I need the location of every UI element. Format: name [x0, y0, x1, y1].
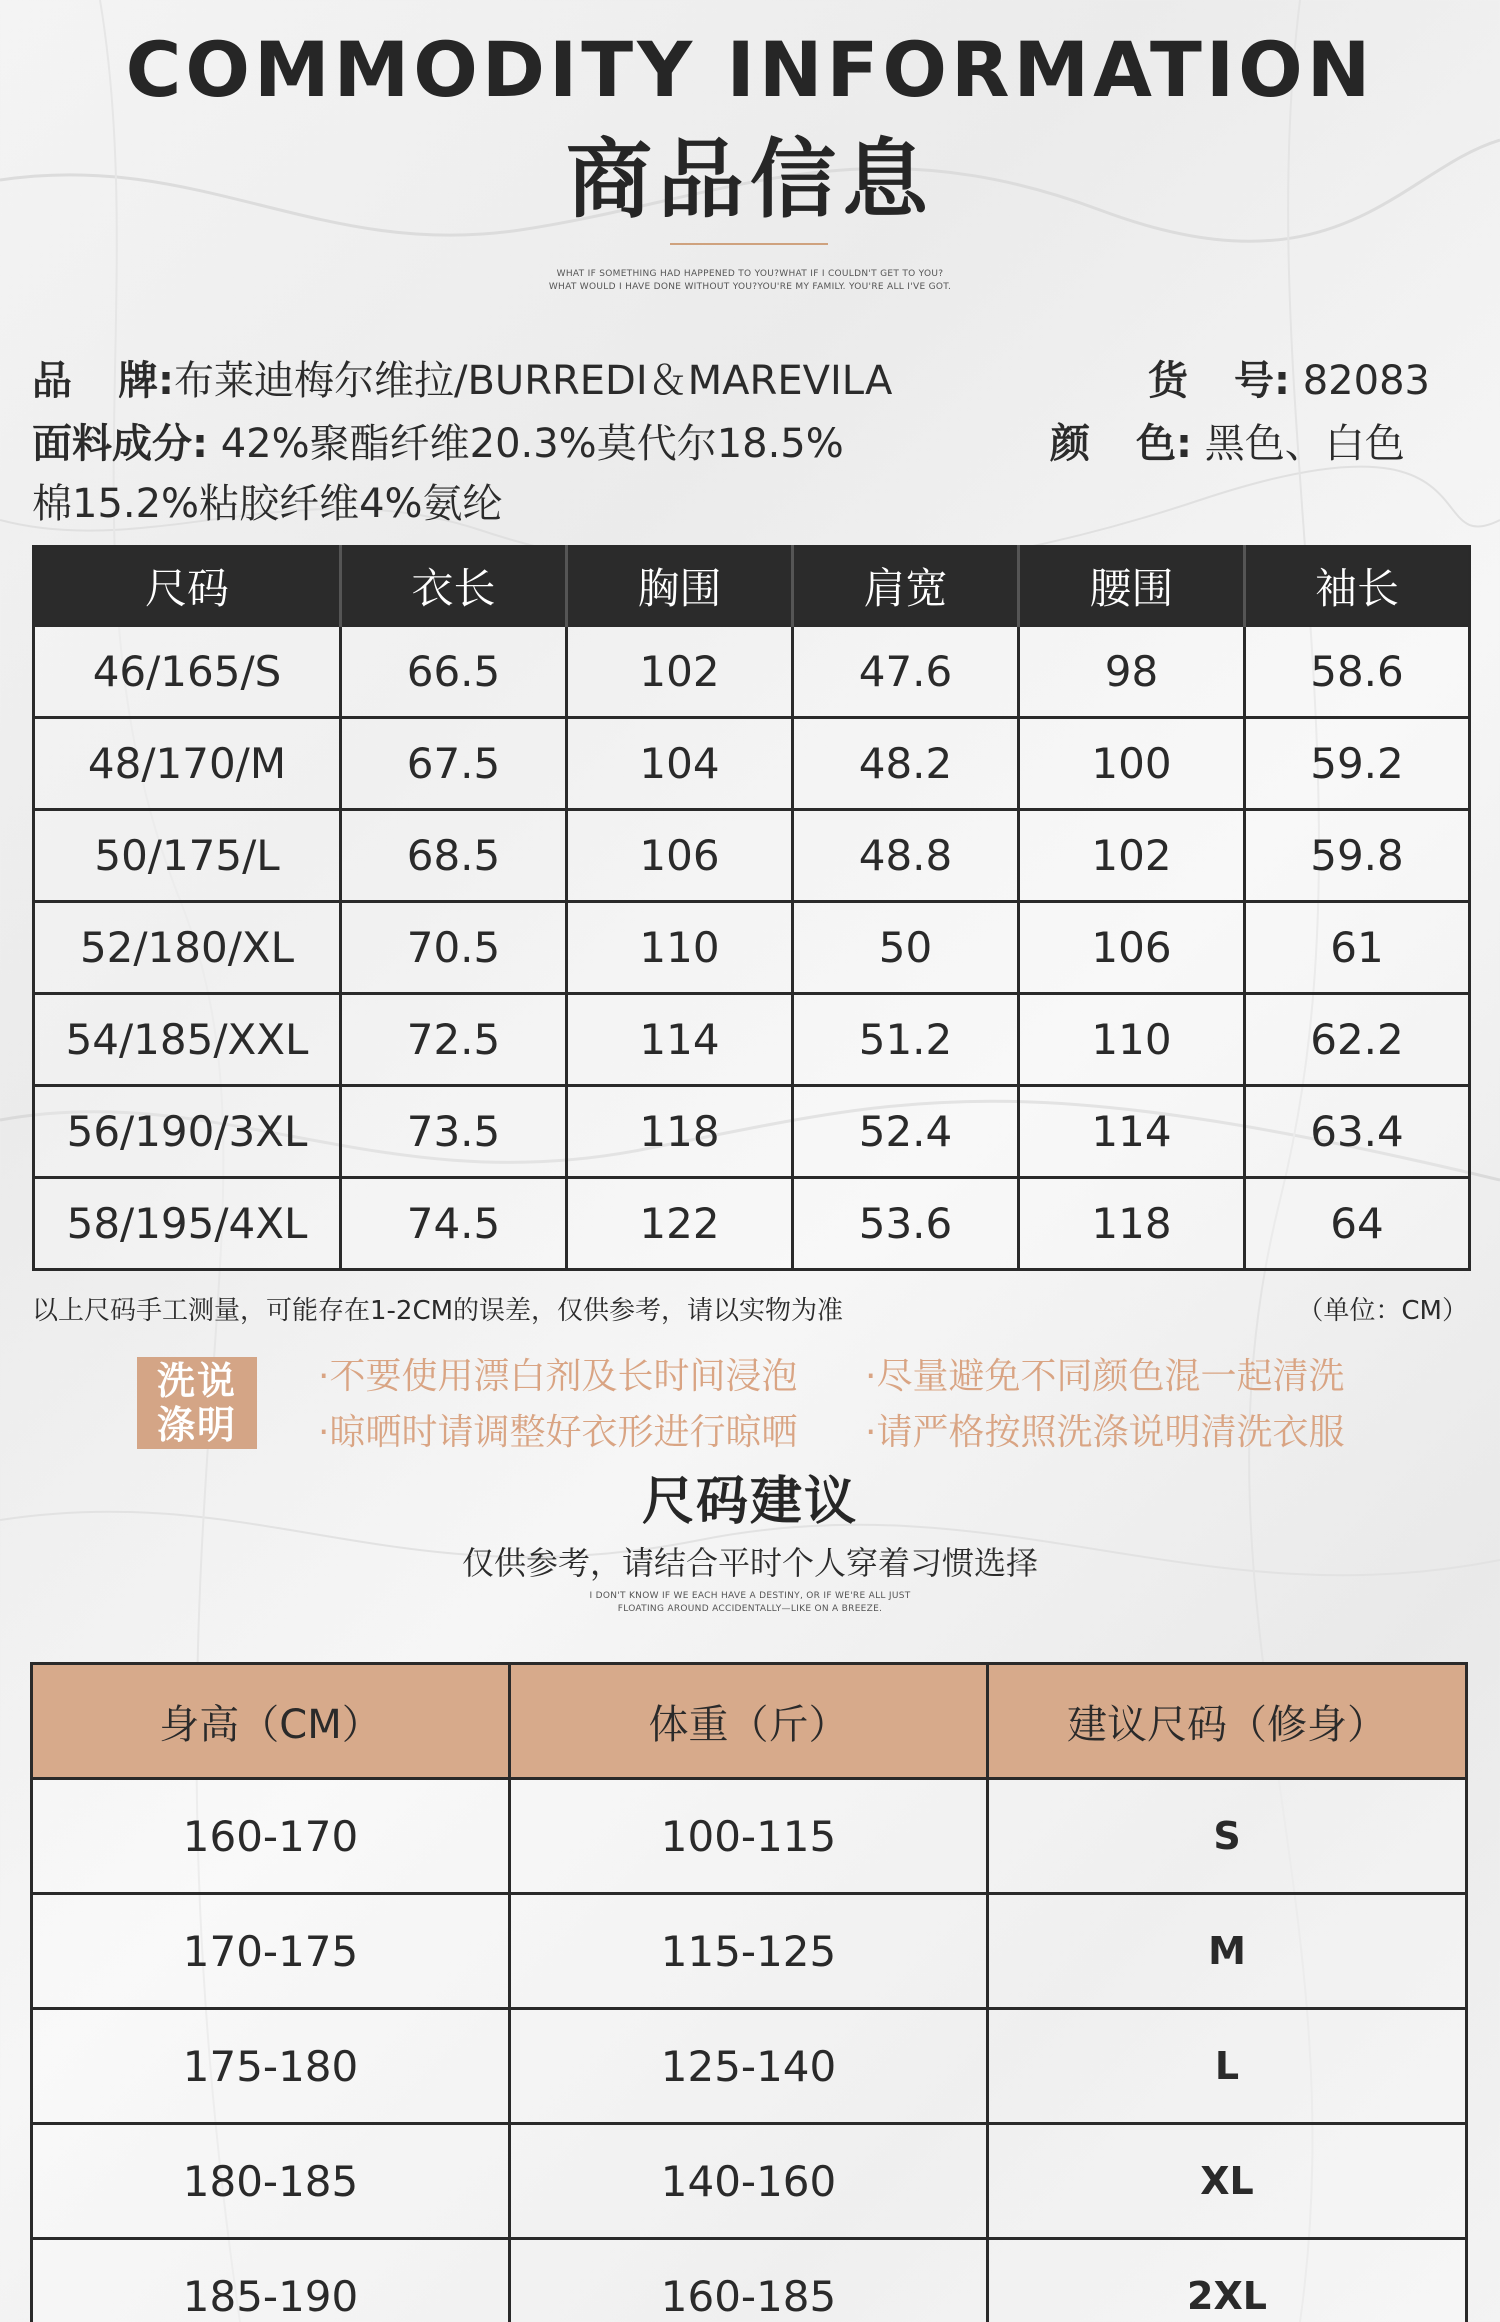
brand-row — [32, 352, 892, 410]
table-cell: 102 — [567, 626, 793, 718]
table-cell: 52.4 — [793, 1086, 1019, 1178]
table-cell: 118 — [1019, 1178, 1245, 1270]
height-cell: 185-190 — [32, 2239, 510, 2322]
size-recommendation-table — [30, 1662, 1468, 2322]
table-cell: 70.5 — [341, 902, 567, 994]
table-row — [34, 626, 1470, 718]
table-cell: 67.5 — [341, 718, 567, 810]
table-cell: 46/165/S — [34, 626, 341, 718]
table-cell: 59.8 — [1245, 810, 1470, 902]
size-header-cell: 胸围 — [567, 547, 793, 626]
table-cell: 110 — [1019, 994, 1245, 1086]
brand-label-1: 品 — [32, 358, 72, 404]
table-cell: 106 — [567, 810, 793, 902]
color-value: 黑色、白色 — [1204, 421, 1405, 467]
color-label-2: 色: — [1136, 421, 1192, 467]
table-cell: 102 — [1019, 810, 1245, 902]
wash-badge-line-2: 涤明 — [156, 1403, 237, 1447]
table-row — [32, 1894, 1467, 2009]
table-cell: 47.6 — [793, 626, 1019, 718]
brand-label-2: 牌: — [118, 358, 174, 404]
table-row — [32, 1779, 1467, 1894]
fabric-value-2: 棉15.2%粘胶纤维4%氨纶 — [32, 481, 503, 527]
wash-instructions-badge — [137, 1357, 257, 1449]
table-cell: 48.2 — [793, 718, 1019, 810]
size-header-cell: 腰围 — [1019, 547, 1245, 626]
table-cell: 64 — [1245, 1178, 1470, 1270]
height-cell: 160-170 — [32, 1779, 510, 1894]
item-number-row — [1148, 352, 1430, 410]
tagline-line-2: WHAT WOULD I HAVE DONE WITHOUT YOU?YOU'RE MY FAMILY. YOU'RE ALL I'VE GOT. — [548, 282, 952, 292]
size-cell: XL — [988, 2124, 1467, 2239]
table-cell: 74.5 — [341, 1178, 567, 1270]
weight-cell: 140-160 — [510, 2124, 988, 2239]
table-cell: 48.8 — [793, 810, 1019, 902]
size-cell: L — [988, 2009, 1467, 2124]
weight-cell: 115-125 — [510, 1894, 988, 2009]
size-recommendation-title: 尺码建议 — [641, 1472, 858, 1532]
wash-tip: ·不要使用漂白剂及长时间浸泡 — [318, 1356, 798, 1397]
size-cell: M — [988, 1894, 1467, 2009]
table-cell: 122 — [567, 1178, 793, 1270]
wash-badge-line-1: 洗说 — [156, 1359, 237, 1403]
fabric-row — [32, 415, 844, 473]
table-cell: 104 — [567, 718, 793, 810]
item-label-2: 号: — [1234, 358, 1290, 404]
table-cell: 72.5 — [341, 994, 567, 1086]
size-header-cell: 肩宽 — [793, 547, 1019, 626]
color-label-1: 颜 — [1050, 421, 1090, 467]
size-cell: 2XL — [988, 2239, 1467, 2322]
tagline-line-1: WHAT IF SOMETHING HAD HAPPENED TO YOU?WHAT IF I COULDN'T GET TO YOU? — [556, 269, 944, 279]
table-row — [34, 810, 1470, 902]
table-cell: 51.2 — [793, 994, 1019, 1086]
table-row — [34, 718, 1470, 810]
measurement-note: 以上尺码手工测量，可能存在1-2CM的误差，仅供参考，请以实物为准 — [32, 1296, 844, 1326]
table-cell: 59.2 — [1245, 718, 1470, 810]
title-divider — [670, 243, 828, 245]
wash-tip: ·请严格按照洗涤说明清洗衣服 — [865, 1412, 1345, 1453]
table-cell: 56/190/3XL — [34, 1086, 341, 1178]
unit-note: （单位：CM） — [1297, 1296, 1468, 1326]
title-chinese: 商品信息 — [566, 130, 934, 230]
table-cell: 52/180/XL — [34, 902, 341, 994]
table-cell: 98 — [1019, 626, 1245, 718]
wash-tip: ·晾晒时请调整好衣形进行晾晒 — [318, 1412, 798, 1453]
wash-tip: ·尽量避免不同颜色混一起清洗 — [865, 1356, 1345, 1397]
table-cell: 50/175/L — [34, 810, 341, 902]
table-row — [32, 2239, 1467, 2322]
rec-header-cell: 建议尺码（修身） — [988, 1664, 1467, 1779]
item-label-1: 货 — [1148, 358, 1188, 404]
rec-tagline-line-2: FLOATING AROUND ACCIDENTALLY—LIKE ON A BREEZE. — [617, 1604, 883, 1614]
table-cell: 50 — [793, 902, 1019, 994]
fabric-value-1: 42%聚酯纤维20.3%莫代尔18.5% — [220, 421, 844, 467]
rec-header-row — [32, 1664, 1467, 1779]
table-row — [34, 1178, 1470, 1270]
table-row — [34, 902, 1470, 994]
table-cell: 114 — [1019, 1086, 1245, 1178]
table-cell: 48/170/M — [34, 718, 341, 810]
table-row — [32, 2009, 1467, 2124]
table-cell: 106 — [1019, 902, 1245, 994]
table-cell: 63.4 — [1245, 1086, 1470, 1178]
header-tagline — [0, 268, 1500, 294]
table-cell: 110 — [567, 902, 793, 994]
item-number-value: 82083 — [1302, 358, 1430, 404]
table-cell: 118 — [567, 1086, 793, 1178]
fabric-label: 面料成分: — [32, 421, 208, 467]
size-chart-header-row — [34, 547, 1470, 626]
table-cell: 68.5 — [341, 810, 567, 902]
rec-tagline-line-1: I DON'T KNOW IF WE EACH HAVE A DESTINY, OR IF WE'RE ALL JUST — [589, 1591, 911, 1601]
rec-header-cell: 身高（CM） — [32, 1664, 510, 1779]
title-english: COMMODITY INFORMATION — [125, 25, 1375, 114]
rec-header-cell: 体重（斤） — [510, 1664, 988, 1779]
table-cell: 58/195/4XL — [34, 1178, 341, 1270]
color-row — [1050, 415, 1405, 473]
brand-value: 布莱迪梅尔维拉/BURREDI＆MAREVILA — [174, 358, 893, 404]
height-cell: 170-175 — [32, 1894, 510, 2009]
size-header-cell: 袖长 — [1245, 547, 1470, 626]
weight-cell: 125-140 — [510, 2009, 988, 2124]
table-cell: 114 — [567, 994, 793, 1086]
recommendation-tagline — [0, 1590, 1500, 1616]
table-row — [34, 1086, 1470, 1178]
table-cell: 58.6 — [1245, 626, 1470, 718]
weight-cell: 160-185 — [510, 2239, 988, 2322]
size-header-cell: 衣长 — [341, 547, 567, 626]
table-cell: 73.5 — [341, 1086, 567, 1178]
table-row — [34, 994, 1470, 1086]
height-cell: 175-180 — [32, 2009, 510, 2124]
table-cell: 54/185/XXL — [34, 994, 341, 1086]
size-cell: S — [988, 1779, 1467, 1894]
table-cell: 100 — [1019, 718, 1245, 810]
height-cell: 180-185 — [32, 2124, 510, 2239]
table-cell: 62.2 — [1245, 994, 1470, 1086]
table-cell: 61 — [1245, 902, 1470, 994]
table-cell: 53.6 — [793, 1178, 1019, 1270]
table-row — [32, 2124, 1467, 2239]
size-header-cell: 尺码 — [34, 547, 341, 626]
size-chart-table — [32, 545, 1471, 1271]
table-cell: 66.5 — [341, 626, 567, 718]
size-recommendation-subtitle: 仅供参考，请结合平时个人穿着习惯选择 — [461, 1544, 1038, 1582]
weight-cell: 100-115 — [510, 1779, 988, 1894]
